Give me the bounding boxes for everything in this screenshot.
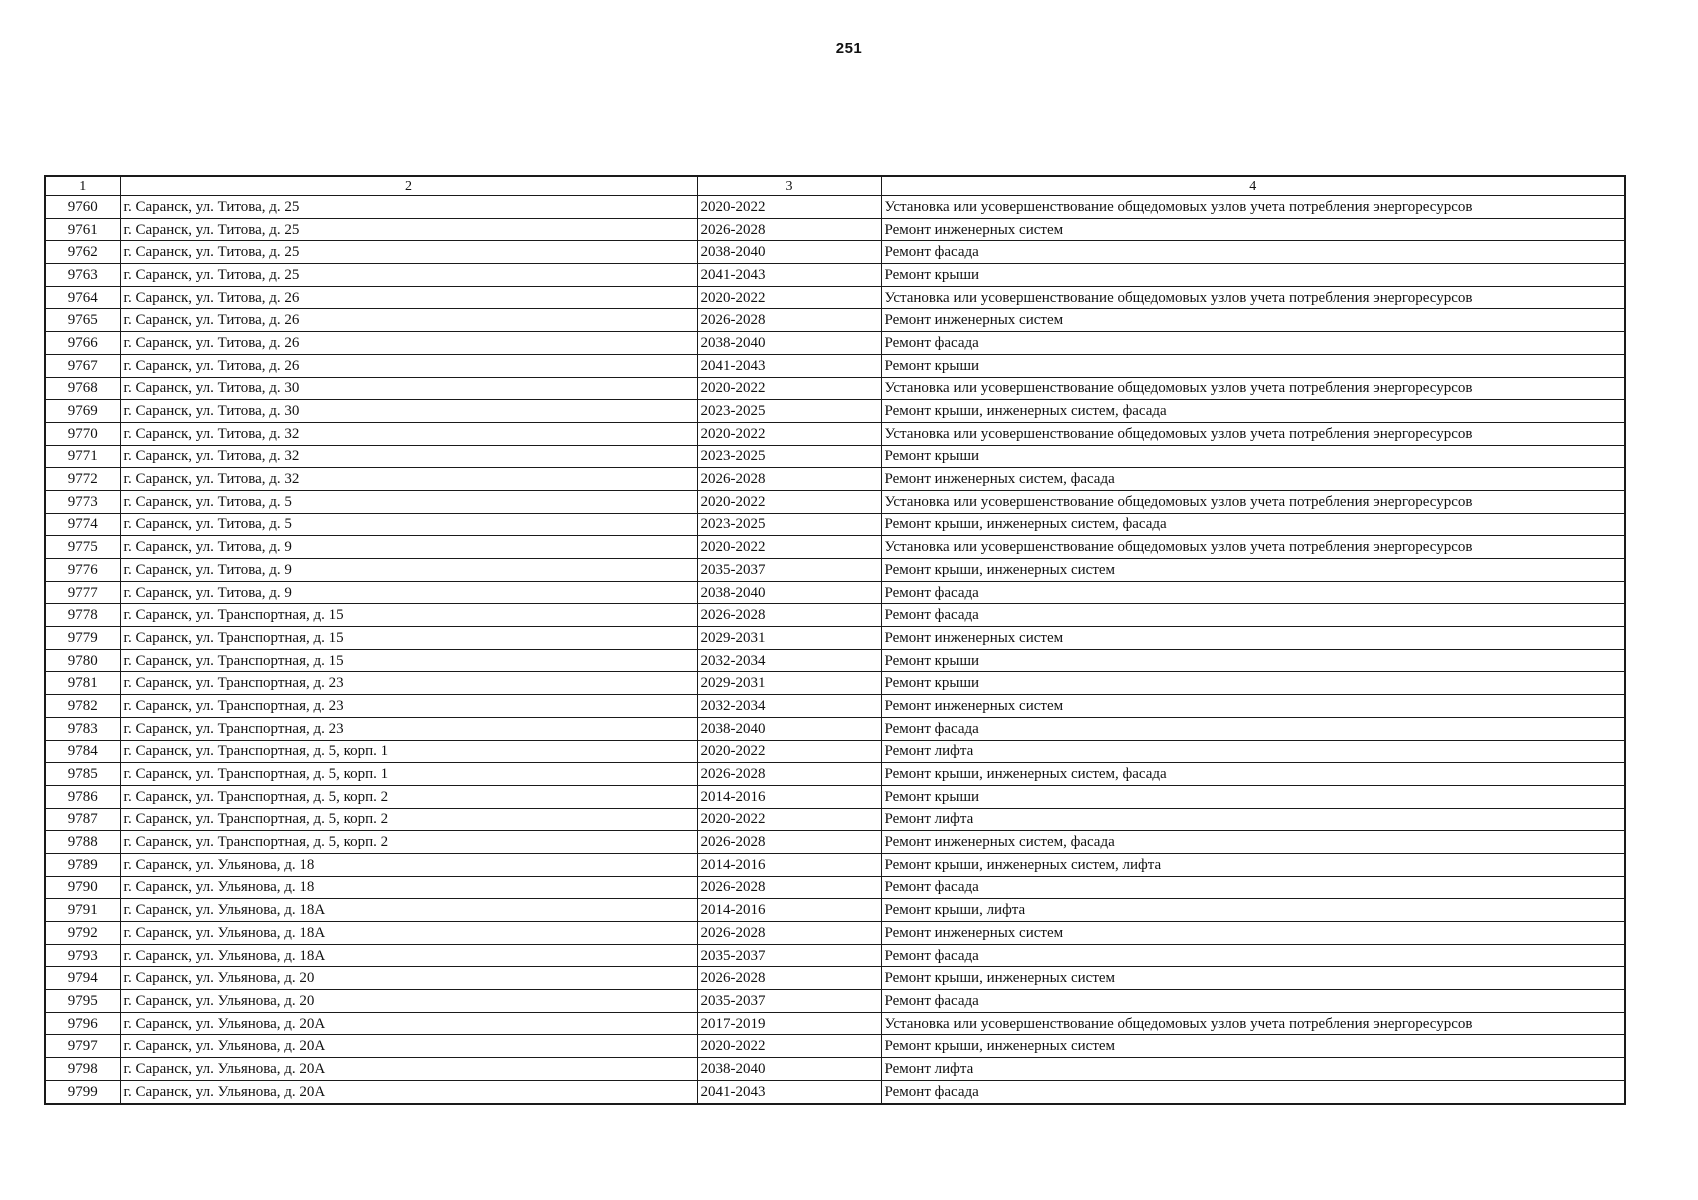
cell-address: г. Саранск, ул. Ульянова, д. 20: [120, 967, 697, 990]
cell-number: 9779: [45, 627, 120, 650]
cell-address: г. Саранск, ул. Титова, д. 32: [120, 445, 697, 468]
table-row: [45, 1080, 1625, 1103]
table-row: [45, 445, 1625, 468]
column-header-work: 4: [881, 176, 1625, 196]
table-row: [45, 627, 1625, 650]
table-row: [45, 785, 1625, 808]
cell-work-type: Установка или усовершенствование общедомовых узлов учета потребления энергоресурсов: [881, 490, 1625, 513]
cell-period: 2026-2028: [697, 831, 881, 854]
cell-address: г. Саранск, ул. Ульянова, д. 18: [120, 876, 697, 899]
cell-work-type: Установка или усовершенствование общедомовых узлов учета потребления энергоресурсов: [881, 1012, 1625, 1035]
cell-work-type: Ремонт лифта: [881, 740, 1625, 763]
cell-period: 2020-2022: [697, 536, 881, 559]
cell-period: 2017-2019: [697, 1012, 881, 1035]
cell-work-type: Установка или усовершенствование общедомовых узлов учета потребления энергоресурсов: [881, 536, 1625, 559]
cell-work-type: Ремонт крыши, инженерных систем, фасада: [881, 763, 1625, 786]
cell-period: 2038-2040: [697, 717, 881, 740]
cell-work-type: Ремонт фасада: [881, 241, 1625, 264]
table-row: [45, 196, 1625, 219]
cell-work-type: Ремонт инженерных систем: [881, 218, 1625, 241]
repair-schedule-table: [44, 175, 1626, 1105]
cell-number: 9774: [45, 513, 120, 536]
cell-work-type: Ремонт фасада: [881, 990, 1625, 1013]
column-header-period: 3: [697, 176, 881, 196]
cell-number: 9766: [45, 332, 120, 355]
table-row: [45, 876, 1625, 899]
cell-number: 9798: [45, 1058, 120, 1081]
table-row: [45, 490, 1625, 513]
cell-address: г. Саранск, ул. Титова, д. 25: [120, 196, 697, 219]
cell-number: 9768: [45, 377, 120, 400]
cell-period: 2026-2028: [697, 876, 881, 899]
cell-work-type: Ремонт крыши: [881, 354, 1625, 377]
cell-work-type: Ремонт фасада: [881, 717, 1625, 740]
cell-work-type: Ремонт лифта: [881, 808, 1625, 831]
cell-address: г. Саранск, ул. Транспортная, д. 15: [120, 604, 697, 627]
table-row: [45, 649, 1625, 672]
cell-period: 2026-2028: [697, 763, 881, 786]
cell-address: г. Саранск, ул. Ульянова, д. 20А: [120, 1080, 697, 1103]
cell-number: 9791: [45, 899, 120, 922]
cell-address: г. Саранск, ул. Транспортная, д. 15: [120, 627, 697, 650]
cell-address: г. Саранск, ул. Титова, д. 9: [120, 559, 697, 582]
cell-number: 9783: [45, 717, 120, 740]
cell-number: 9764: [45, 286, 120, 309]
cell-work-type: Ремонт фасада: [881, 581, 1625, 604]
cell-period: 2020-2022: [697, 1035, 881, 1058]
table-row: [45, 559, 1625, 582]
cell-period: 2020-2022: [697, 377, 881, 400]
cell-address: г. Саранск, ул. Транспортная, д. 5, корп. 2: [120, 785, 697, 808]
table-row: [45, 377, 1625, 400]
page-number: 251: [835, 40, 863, 57]
table-row: [45, 581, 1625, 604]
cell-period: 2038-2040: [697, 1058, 881, 1081]
cell-number: 9784: [45, 740, 120, 763]
table-row: [45, 422, 1625, 445]
cell-address: г. Саранск, ул. Транспортная, д. 5, корп. 1: [120, 763, 697, 786]
cell-number: 9790: [45, 876, 120, 899]
cell-number: 9788: [45, 831, 120, 854]
column-header-number: 1: [45, 176, 120, 196]
cell-address: г. Саранск, ул. Ульянова, д. 18А: [120, 899, 697, 922]
cell-address: г. Саранск, ул. Транспортная, д. 23: [120, 672, 697, 695]
cell-number: 9778: [45, 604, 120, 627]
cell-number: 9794: [45, 967, 120, 990]
cell-period: 2038-2040: [697, 332, 881, 355]
cell-address: г. Саранск, ул. Ульянова, д. 18: [120, 853, 697, 876]
column-header-address: 2: [120, 176, 697, 196]
table-row: [45, 218, 1625, 241]
cell-period: 2041-2043: [697, 1080, 881, 1103]
table-row: [45, 695, 1625, 718]
cell-work-type: Ремонт фасада: [881, 944, 1625, 967]
cell-number: 9789: [45, 853, 120, 876]
cell-address: г. Саранск, ул. Титова, д. 26: [120, 332, 697, 355]
cell-address: г. Саранск, ул. Титова, д. 26: [120, 286, 697, 309]
cell-period: 2035-2037: [697, 990, 881, 1013]
cell-period: 2026-2028: [697, 218, 881, 241]
cell-number: 9792: [45, 922, 120, 945]
table-row: [45, 309, 1625, 332]
table-row: [45, 944, 1625, 967]
cell-address: г. Саранск, ул. Титова, д. 26: [120, 309, 697, 332]
cell-work-type: Ремонт крыши, инженерных систем, фасада: [881, 513, 1625, 536]
cell-period: 2041-2043: [697, 354, 881, 377]
cell-address: г. Саранск, ул. Титова, д. 9: [120, 581, 697, 604]
cell-address: г. Саранск, ул. Титова, д. 32: [120, 422, 697, 445]
cell-work-type: Ремонт крыши: [881, 672, 1625, 695]
cell-period: 2026-2028: [697, 967, 881, 990]
cell-number: 9772: [45, 468, 120, 491]
cell-work-type: Ремонт лифта: [881, 1058, 1625, 1081]
cell-number: 9760: [45, 196, 120, 219]
table-row: [45, 808, 1625, 831]
cell-period: 2032-2034: [697, 695, 881, 718]
table-row: [45, 354, 1625, 377]
cell-number: 9793: [45, 944, 120, 967]
cell-period: 2020-2022: [697, 808, 881, 831]
cell-number: 9785: [45, 763, 120, 786]
cell-number: 9797: [45, 1035, 120, 1058]
table-row: [45, 990, 1625, 1013]
cell-address: г. Саранск, ул. Титова, д. 30: [120, 377, 697, 400]
cell-work-type: Ремонт крыши: [881, 785, 1625, 808]
cell-period: 2026-2028: [697, 309, 881, 332]
cell-address: г. Саранск, ул. Ульянова, д. 20: [120, 990, 697, 1013]
cell-number: 9775: [45, 536, 120, 559]
cell-period: 2020-2022: [697, 422, 881, 445]
cell-work-type: Установка или усовершенствование общедомовых узлов учета потребления энергоресурсов: [881, 377, 1625, 400]
table-row: [45, 264, 1625, 287]
cell-period: 2020-2022: [697, 286, 881, 309]
cell-work-type: Ремонт фасада: [881, 876, 1625, 899]
cell-period: 2026-2028: [697, 604, 881, 627]
cell-period: 2041-2043: [697, 264, 881, 287]
cell-period: 2014-2016: [697, 785, 881, 808]
table-row: [45, 672, 1625, 695]
cell-address: г. Саранск, ул. Титова, д. 5: [120, 513, 697, 536]
cell-number: 9787: [45, 808, 120, 831]
table-row: [45, 604, 1625, 627]
cell-number: 9782: [45, 695, 120, 718]
cell-address: г. Саранск, ул. Ульянова, д. 20А: [120, 1058, 697, 1081]
cell-work-type: Ремонт крыши, инженерных систем, фасада: [881, 400, 1625, 423]
cell-address: г. Саранск, ул. Ульянова, д. 18А: [120, 922, 697, 945]
table-row: [45, 899, 1625, 922]
cell-number: 9770: [45, 422, 120, 445]
cell-address: г. Саранск, ул. Транспортная, д. 5, корп. 1: [120, 740, 697, 763]
cell-period: 2023-2025: [697, 513, 881, 536]
cell-period: 2032-2034: [697, 649, 881, 672]
cell-address: г. Саранск, ул. Ульянова, д. 18А: [120, 944, 697, 967]
cell-period: 2020-2022: [697, 490, 881, 513]
table-row: [45, 740, 1625, 763]
cell-work-type: Ремонт крыши, инженерных систем: [881, 967, 1625, 990]
cell-work-type: Установка или усовершенствование общедомовых узлов учета потребления энергоресурсов: [881, 196, 1625, 219]
cell-address: г. Саранск, ул. Титова, д. 26: [120, 354, 697, 377]
cell-number: 9773: [45, 490, 120, 513]
cell-address: г. Саранск, ул. Ульянова, д. 20А: [120, 1012, 697, 1035]
cell-work-type: Ремонт крыши: [881, 264, 1625, 287]
cell-address: г. Саранск, ул. Титова, д. 5: [120, 490, 697, 513]
cell-period: 2038-2040: [697, 581, 881, 604]
cell-period: 2023-2025: [697, 445, 881, 468]
cell-period: 2026-2028: [697, 922, 881, 945]
cell-number: 9786: [45, 785, 120, 808]
cell-work-type: Ремонт крыши, инженерных систем: [881, 1035, 1625, 1058]
table-row: [45, 922, 1625, 945]
table-row: [45, 286, 1625, 309]
cell-work-type: Установка или усовершенствование общедомовых узлов учета потребления энергоресурсов: [881, 422, 1625, 445]
cell-address: г. Саранск, ул. Транспортная, д. 5, корп. 2: [120, 831, 697, 854]
cell-period: 2020-2022: [697, 196, 881, 219]
cell-address: г. Саранск, ул. Ульянова, д. 20А: [120, 1035, 697, 1058]
cell-work-type: Установка или усовершенствование общедомовых узлов учета потребления энергоресурсов: [881, 286, 1625, 309]
table-row: [45, 400, 1625, 423]
cell-address: г. Саранск, ул. Титова, д. 9: [120, 536, 697, 559]
cell-number: 9771: [45, 445, 120, 468]
cell-work-type: Ремонт крыши, инженерных систем, лифта: [881, 853, 1625, 876]
cell-period: 2038-2040: [697, 241, 881, 264]
cell-work-type: Ремонт крыши, инженерных систем: [881, 559, 1625, 582]
cell-period: 2023-2025: [697, 400, 881, 423]
cell-period: 2014-2016: [697, 853, 881, 876]
table-row: [45, 967, 1625, 990]
cell-period: 2029-2031: [697, 627, 881, 650]
cell-number: 9767: [45, 354, 120, 377]
cell-address: г. Саранск, ул. Титова, д. 25: [120, 218, 697, 241]
table-row: [45, 468, 1625, 491]
cell-work-type: Ремонт инженерных систем: [881, 922, 1625, 945]
cell-period: 2020-2022: [697, 740, 881, 763]
cell-number: 9777: [45, 581, 120, 604]
table-row: [45, 332, 1625, 355]
cell-number: 9776: [45, 559, 120, 582]
cell-work-type: Ремонт крыши, лифта: [881, 899, 1625, 922]
cell-work-type: Ремонт фасада: [881, 604, 1625, 627]
cell-work-type: Ремонт инженерных систем, фасада: [881, 831, 1625, 854]
cell-number: 9781: [45, 672, 120, 695]
cell-period: 2026-2028: [697, 468, 881, 491]
table-row: [45, 513, 1625, 536]
cell-period: 2035-2037: [697, 559, 881, 582]
table-row: [45, 241, 1625, 264]
cell-period: 2035-2037: [697, 944, 881, 967]
cell-work-type: Ремонт инженерных систем: [881, 627, 1625, 650]
cell-address: г. Саранск, ул. Транспортная, д. 15: [120, 649, 697, 672]
cell-number: 9761: [45, 218, 120, 241]
table-row: [45, 1058, 1625, 1081]
header-row: [45, 176, 1625, 196]
cell-number: 9796: [45, 1012, 120, 1035]
cell-work-type: Ремонт инженерных систем: [881, 695, 1625, 718]
cell-address: г. Саранск, ул. Титова, д. 30: [120, 400, 697, 423]
table-row: [45, 853, 1625, 876]
table-row: [45, 1035, 1625, 1058]
table-body: [45, 196, 1625, 1104]
cell-work-type: Ремонт крыши: [881, 649, 1625, 672]
cell-address: г. Саранск, ул. Транспортная, д. 5, корп. 2: [120, 808, 697, 831]
table-header: [45, 176, 1625, 196]
table-row: [45, 1012, 1625, 1035]
cell-number: 9765: [45, 309, 120, 332]
cell-number: 9763: [45, 264, 120, 287]
cell-address: г. Саранск, ул. Транспортная, д. 23: [120, 717, 697, 740]
cell-number: 9799: [45, 1080, 120, 1103]
cell-work-type: Ремонт фасада: [881, 1080, 1625, 1103]
table-row: [45, 763, 1625, 786]
cell-address: г. Саранск, ул. Титова, д. 25: [120, 264, 697, 287]
cell-work-type: Ремонт инженерных систем: [881, 309, 1625, 332]
table-row: [45, 831, 1625, 854]
cell-work-type: Ремонт фасада: [881, 332, 1625, 355]
cell-number: 9780: [45, 649, 120, 672]
cell-number: 9769: [45, 400, 120, 423]
table-row: [45, 717, 1625, 740]
cell-number: 9762: [45, 241, 120, 264]
cell-number: 9795: [45, 990, 120, 1013]
cell-address: г. Саранск, ул. Титова, д. 25: [120, 241, 697, 264]
cell-period: 2014-2016: [697, 899, 881, 922]
cell-period: 2029-2031: [697, 672, 881, 695]
table-row: [45, 536, 1625, 559]
cell-work-type: Ремонт инженерных систем, фасада: [881, 468, 1625, 491]
cell-address: г. Саранск, ул. Транспортная, д. 23: [120, 695, 697, 718]
cell-address: г. Саранск, ул. Титова, д. 32: [120, 468, 697, 491]
cell-work-type: Ремонт крыши: [881, 445, 1625, 468]
